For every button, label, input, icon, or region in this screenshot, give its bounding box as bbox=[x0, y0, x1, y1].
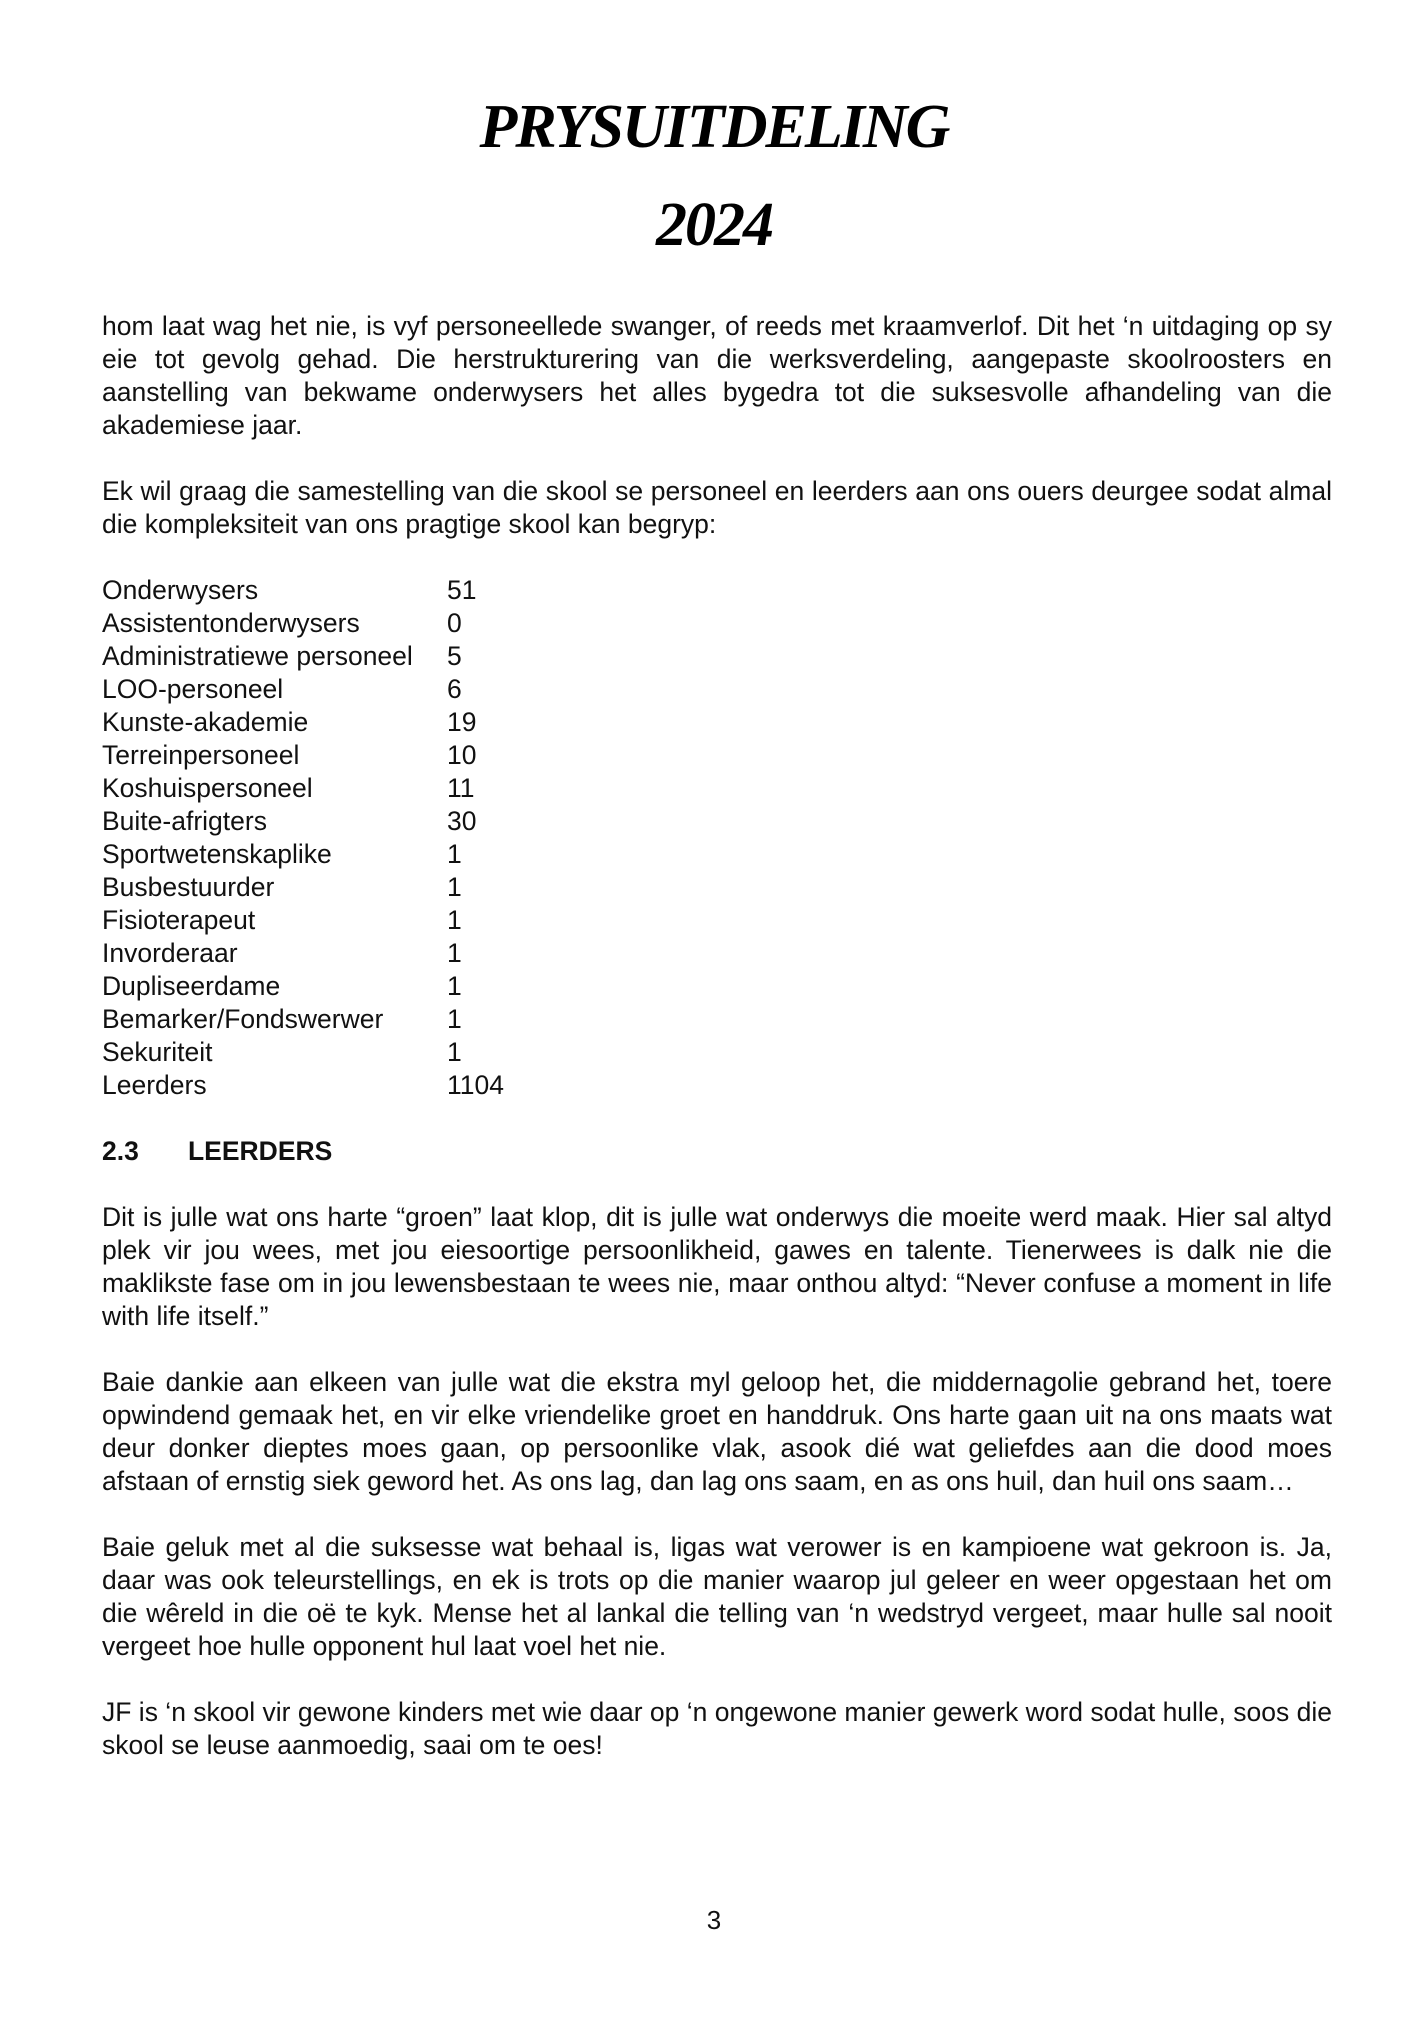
staff-label: LOO-personeel bbox=[102, 674, 284, 704]
staff-row bbox=[102, 739, 1332, 772]
staff-label: Dupliseerdame bbox=[102, 971, 281, 1001]
staff-row bbox=[102, 706, 1332, 739]
staff-label: Invorderaar bbox=[102, 938, 238, 968]
staff-value: 1 bbox=[447, 938, 462, 968]
staff-row bbox=[102, 937, 1332, 970]
page-number: 3 bbox=[706, 1905, 722, 1935]
staff-value: 1 bbox=[447, 839, 462, 869]
document-body bbox=[102, 310, 1332, 1795]
paragraph-thanks: Baie dankie aan elkeen van julle wat die ekstra myl geloop het, die middernagolie gebrand het, toere opwindend gemaak het, en vir elke vriendelike groet en handdruk. Ons harte gaan uit na ons maats wat deur donker dieptes moes gaan, op persoonlike vlak, asook dié wat geliefdes aan die dood moes afstaan of ernstig siek geword het. As ons lag, dan lag ons saam, en as ons huil, dan huil ons saam… bbox=[102, 1367, 1332, 1496]
page-title-year: 2024 bbox=[656, 191, 772, 259]
staff-value: 1 bbox=[447, 1037, 462, 1067]
staff-value: 19 bbox=[447, 707, 477, 737]
staff-value: 10 bbox=[447, 740, 477, 770]
staff-row bbox=[102, 904, 1332, 937]
staff-value: 51 bbox=[447, 575, 477, 605]
staff-row bbox=[102, 607, 1332, 640]
staff-label: Busbestuurder bbox=[102, 872, 275, 902]
staff-label: Buite-afrigters bbox=[102, 806, 267, 836]
paragraph-learners: Dit is julle wat ons harte “groen” laat klop, dit is julle wat onderwys die moeite werd maak. Hier sal altyd plek vir jou wees, met jou eiesoortige persoonlikheid, gawes en talente. Tienerwees is dalk nie die maklikste fase om in jou lewensbestaan te wees nie, maar onthou altyd: “Never confuse a moment in life with life itself.” bbox=[102, 1202, 1332, 1331]
staff-row bbox=[102, 640, 1332, 673]
staff-label: Bemarker/Fondswerwer bbox=[102, 1004, 384, 1034]
page-title: PRYSUITDELING bbox=[479, 93, 949, 161]
staff-row bbox=[102, 1003, 1332, 1036]
staff-row bbox=[102, 772, 1332, 805]
staff-label: Sekuriteit bbox=[102, 1037, 213, 1067]
staff-row bbox=[102, 871, 1332, 904]
staff-row bbox=[102, 673, 1332, 706]
staff-label: Leerders bbox=[102, 1070, 207, 1100]
section-number: 2.3 bbox=[102, 1136, 139, 1166]
staff-label: Sportwetenskaplike bbox=[102, 839, 332, 869]
staff-label: Koshuispersoneel bbox=[102, 773, 313, 803]
staff-row bbox=[102, 970, 1332, 1003]
paragraph-intro: hom laat wag het nie, is vyf personeellede swanger, of reeds met kraamverlof. Dit het ‘n uitdaging op sy eie tot gevolg gehad. Die herstrukturering van die werksverdeling, aangepaste skoolroosters en aanstelling van bekwame onderwysers het alles bygedra tot die suksesvolle afhandeling van die akademiese jaar. bbox=[102, 311, 1332, 440]
staff-value: 1 bbox=[447, 872, 462, 902]
staff-row bbox=[102, 1036, 1332, 1069]
section-heading bbox=[102, 1135, 1332, 1168]
staff-value: 1104 bbox=[447, 1070, 504, 1100]
staff-label: Kunste-akademie bbox=[102, 707, 309, 737]
staff-row bbox=[102, 574, 1332, 607]
staff-row bbox=[102, 1069, 1332, 1102]
paragraph-motto: JF is ‘n skool vir gewone kinders met wie daar op ‘n ongewone manier gewerk word sodat hulle, soos die skool se leuse aanmoedig, saai om te oes! bbox=[102, 1697, 1332, 1760]
staff-label: Assistentonderwysers bbox=[102, 608, 360, 638]
staff-label: Terreinpersoneel bbox=[102, 740, 300, 770]
paragraph-composition: Ek wil graag die samestelling van die skool se personeel en leerders aan ons ouers deurgee sodat almal die kompleksiteit van ons pragtige skool kan begryp: bbox=[102, 476, 1332, 539]
staff-label: Onderwysers bbox=[102, 575, 259, 605]
staff-value: 11 bbox=[447, 773, 475, 803]
section-title: LEERDERS bbox=[188, 1136, 333, 1166]
paragraph-successes: Baie geluk met al die suksesse wat behaal is, ligas wat verower is en kampioene wat gekroon is. Ja, daar was ook teleurstellings, en ek is trots op die manier waarop jul geleer en weer opgestaan het om die wêreld in die oë te kyk. Mense het al lankal die telling van ‘n wedstryd vergeet, maar hulle sal nooit vergeet hoe hulle opponent hul laat voel het nie. bbox=[102, 1532, 1332, 1661]
staff-value: 1 bbox=[447, 971, 462, 1001]
staff-value: 0 bbox=[447, 608, 462, 638]
staff-value: 1 bbox=[447, 1004, 462, 1034]
staff-label: Fisioterapeut bbox=[102, 905, 256, 935]
staff-row bbox=[102, 838, 1332, 871]
staff-list bbox=[102, 574, 1332, 1102]
staff-value: 1 bbox=[447, 905, 462, 935]
staff-value: 6 bbox=[447, 674, 462, 704]
staff-value: 30 bbox=[447, 806, 477, 836]
staff-row bbox=[102, 805, 1332, 838]
staff-label: Administratiewe personeel bbox=[102, 641, 413, 671]
staff-value: 5 bbox=[447, 641, 462, 671]
